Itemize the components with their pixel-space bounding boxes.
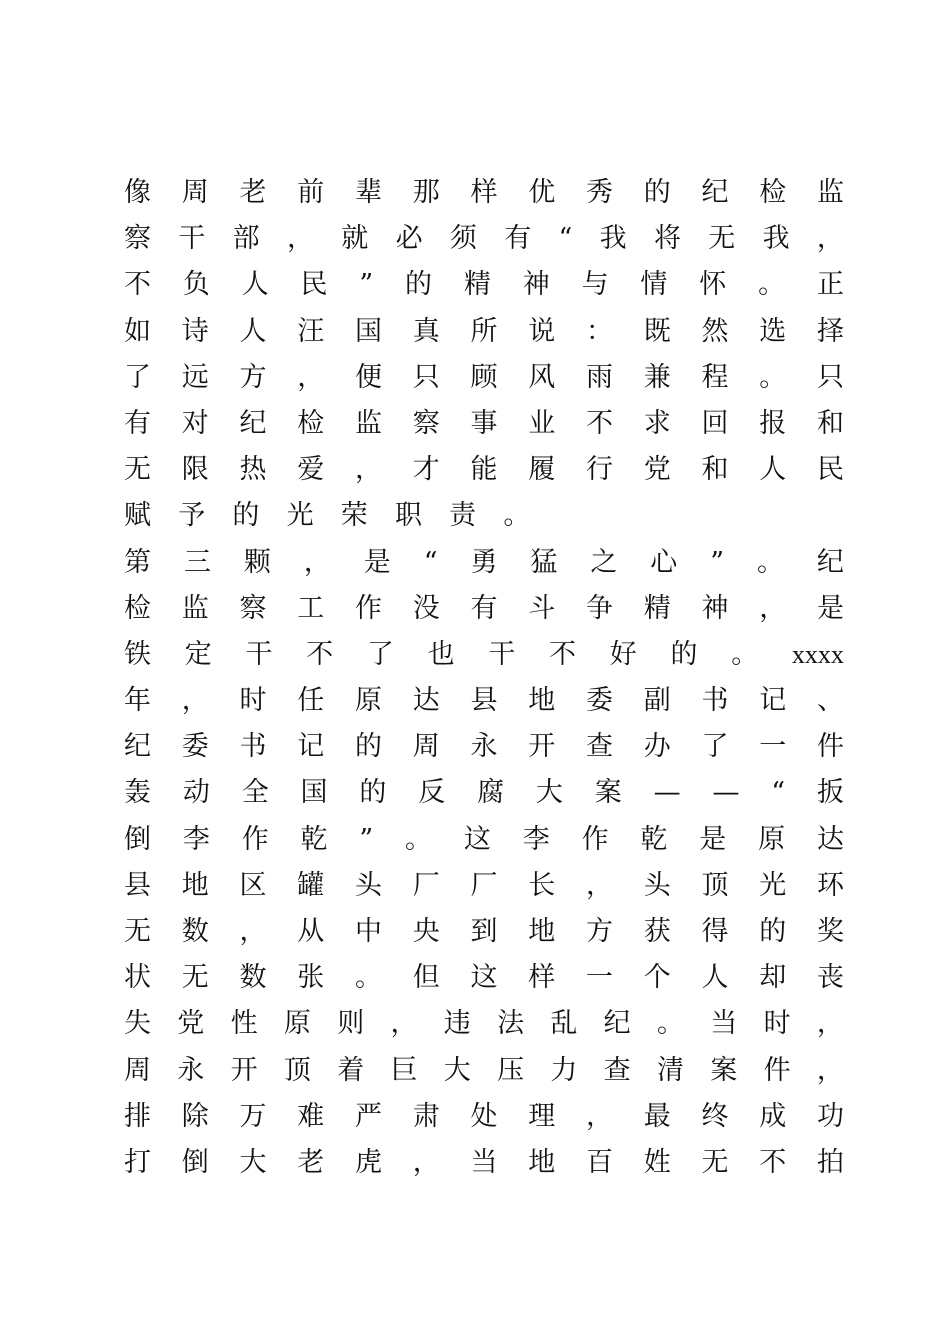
- text-line: 有 对 纪 检 监 察 事 业 不 求 回 报 和: [124, 407, 844, 439]
- text-line: 失 党 性 原 则 ， 违 法 乱 纪 。 当 时 ，: [124, 1008, 844, 1040]
- text-line: 排 除 万 难 严 肃 处 理 ， 最 终 成 功: [124, 1100, 844, 1132]
- body-text: [124, 170, 844, 1186]
- text-line: 第 三 颗 ， 是 “ 勇 猛 之 心 ” 。 纪: [124, 546, 844, 578]
- text-line: 察 干 部 ， 就 必 须 有 “ 我 将 无 我 ，: [124, 223, 844, 255]
- text-line: 检 监 察 工 作 没 有 斗 争 精 神 ， 是: [124, 592, 844, 624]
- text-line: 赋 予 的 光 荣 职 责 。: [124, 500, 531, 532]
- text-line: 纪 委 书 记 的 周 永 开 查 办 了 一 件: [124, 731, 844, 763]
- text-line: 轰 动 全 国 的 反 腐 大 案 — — “ 扳: [124, 777, 844, 809]
- text-line: 像 周 老 前 辈 那 样 优 秀 的 纪 检 监: [124, 177, 844, 208]
- text-line: 打 倒 大 老 虎 ， 当 地 百 姓 无 不 拍: [124, 1146, 844, 1178]
- text-line: 状 无 数 张 。 但 这 样 一 个 人 却 丧: [124, 962, 844, 994]
- text-line: 倒 李 作 乾 ” 。 这 李 作 乾 是 原 达: [124, 823, 844, 855]
- text-line: 如 诗 人 汪 国 真 所 说 ： 既 然 选 择: [124, 315, 844, 347]
- text-line: 不 负 人 民 ” 的 精 神 与 情 怀 。 正: [124, 269, 844, 301]
- text-line: 县 地 区 罐 头 厂 厂 长 ， 头 顶 光 环: [124, 869, 844, 901]
- text-line: 无 数 ， 从 中 央 到 地 方 获 得 的 奖: [124, 916, 844, 947]
- text-line: 年 ， 时 任 原 达 县 地 委 副 书 记 、: [124, 685, 844, 717]
- text-line: 周 永 开 顶 着 巨 大 压 力 查 清 案 件 ，: [124, 1054, 844, 1086]
- text-line: 无 限 热 爱 ， 才 能 履 行 党 和 人 民: [124, 454, 844, 486]
- text-line: 了 远 方 ， 便 只 顾 风 雨 兼 程 。 只: [124, 361, 844, 393]
- text-line: 铁 定 干 不 了 也 干 不 好 的 。 xxxx: [124, 638, 844, 670]
